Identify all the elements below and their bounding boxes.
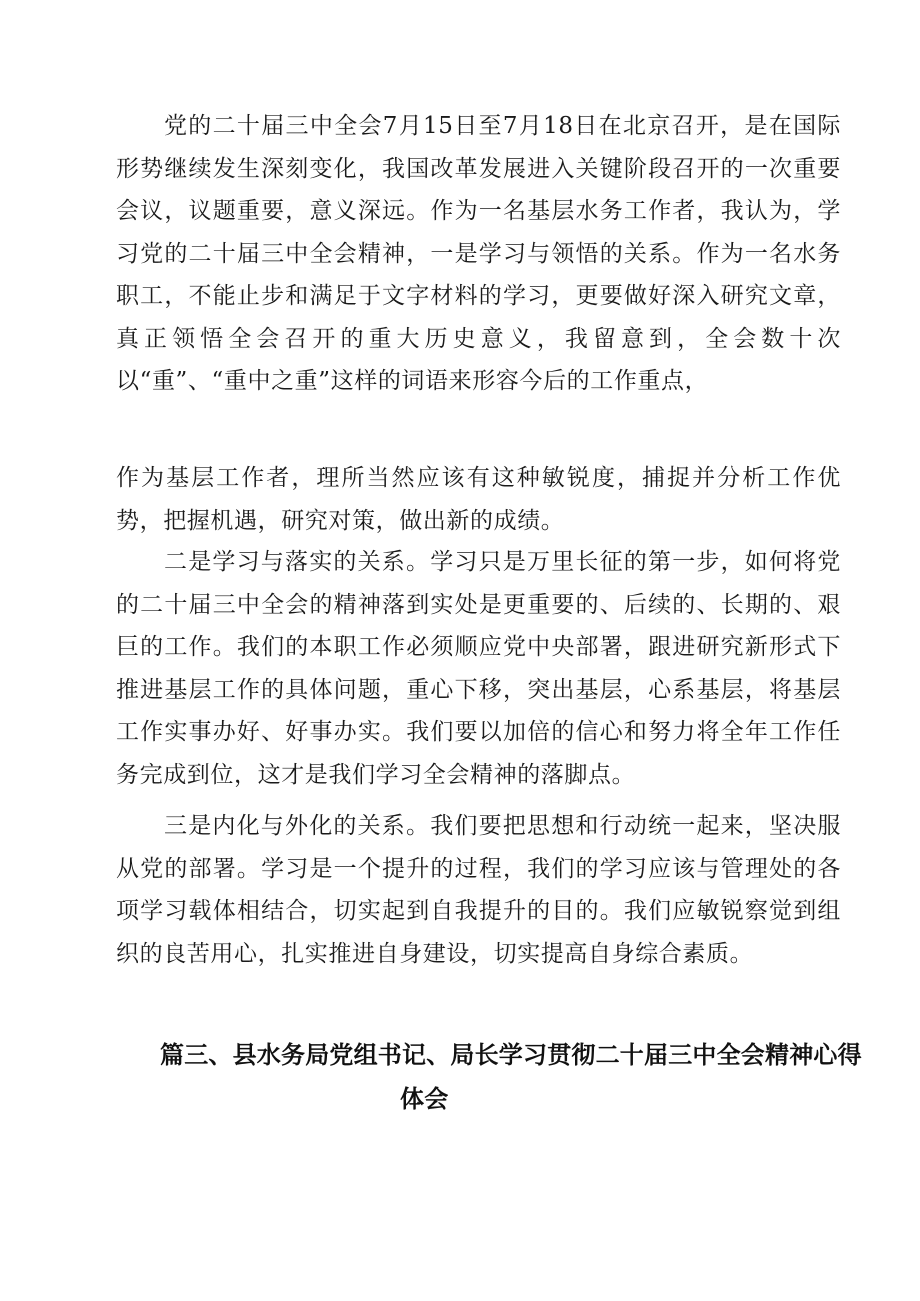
paragraph-continuation: 作为基层工作者，理所当然应该有这种敏锐度，捕捉并分析工作优势，把握机遇，研究对策，做出新的成绩。 — [116, 465, 841, 534]
paragraph-second-relation: 二是学习与落实的关系。学习只是万里长征的第一步，如何将党的二十届三中全会的精神落到实处是更重要的、后续的、长期的、艰巨的工作。我们的本职工作必须顺应党中央部署，跟进研究新形式下推进基层工作的具体问题，重心下移，突出基层，心系基层，将基层工作实事办好、好事办实。我们要以加倍的信心和努力将全年工作任务完成到位，这才是我们学习全会精神的落脚点。 — [116, 549, 841, 788]
section-heading-line-1: 篇三、县水务局党组书记、局长学习贯彻二十届三中全会精神心得 — [160, 1041, 862, 1069]
section-heading — [160, 1033, 862, 1121]
paragraph-intro-first-relation: 党的二十届三中全会7月15日至7月18日在北京召开，是在国际形势继续发生深刻变化，我国改革发展进入关键阶段召开的一次重要会议，议题重要，意义深远。作为一名基层水务工作者，我认为，学习党的二十届三中全会精神，一是学习与领悟的关系。作为一名水务职工，不能止步和满足于文字材料的学习，更要做好深入研究文章，真正领悟全会召开的重大历史意义，我留意到，全会数十次以“重”、“重中之重”这样的词语来形容今后的工作重点， — [116, 113, 841, 394]
section-heading-line-2: 体会 — [400, 1085, 449, 1113]
paragraph-third-relation: 三是内化与外化的关系。我们要把思想和行动统一起来，坚决服从党的部署。学习是一个提升的过程，我们的学习应该与管理处的各项学习载体相结合，切实起到自我提升的目的。我们应敏锐察觉到组织的良苦用心，扎实推进自身建设，切实提高自身综合素质。 — [116, 813, 841, 967]
